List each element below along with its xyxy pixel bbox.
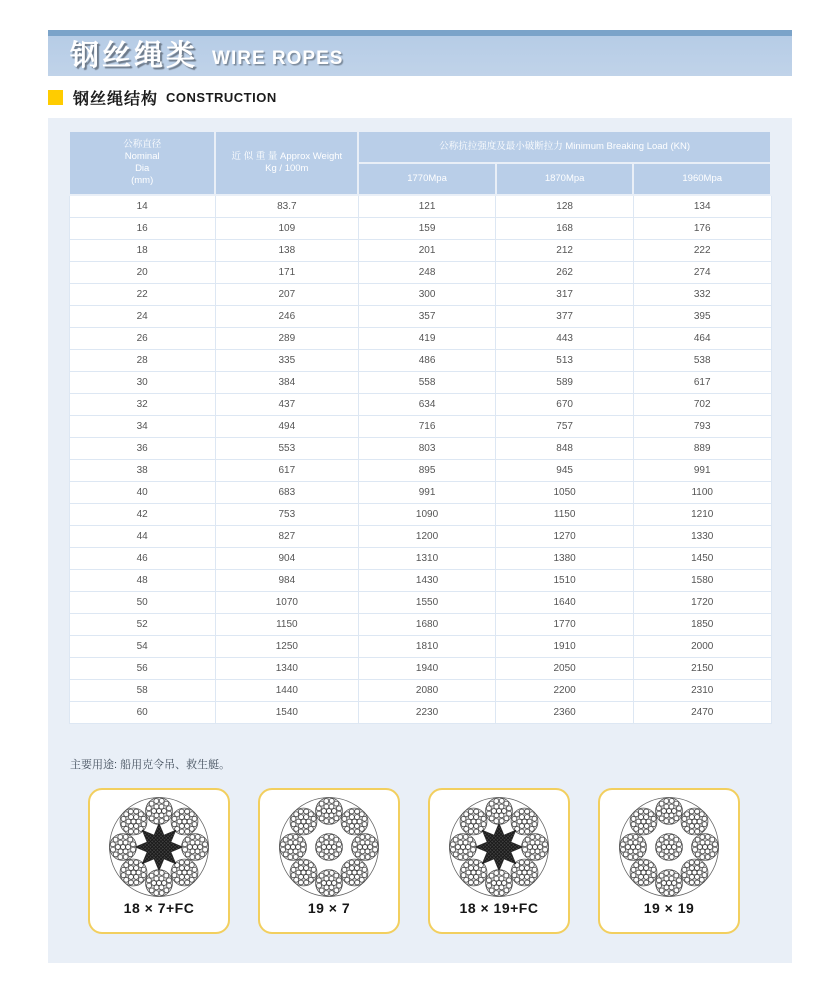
table-cell: 2310 [633,680,771,702]
table-cell: 201 [358,240,496,262]
table-cell: 109 [215,218,358,240]
table-cell: 945 [496,460,634,482]
table-cell: 683 [215,482,358,504]
table-cell: 207 [215,284,358,306]
table-cell: 513 [496,350,634,372]
table-cell: 60 [69,702,215,724]
table-cell: 2360 [496,702,634,724]
table-cell: 757 [496,416,634,438]
table-cell: 56 [69,658,215,680]
table-cell: 1330 [633,526,771,548]
header-line: 公称直径 [123,139,162,150]
table-cell: 20 [69,262,215,284]
table-cell: 848 [496,438,634,460]
table-cell: 34 [69,416,215,438]
content-panel [48,118,792,963]
table-cell: 28 [69,350,215,372]
table-cell: 1250 [215,636,358,658]
table-cell: 991 [358,482,496,504]
table-cell: 42 [69,504,215,526]
table-cell: 1770 [496,614,634,636]
table-cell: 1090 [358,504,496,526]
table-cell: 48 [69,570,215,592]
construction-cards [88,788,740,934]
section-heading [48,86,277,109]
table-cell: 248 [358,262,496,284]
table-cell: 1510 [496,570,634,592]
header-line: (mm) [131,175,154,186]
table-cell: 246 [215,306,358,328]
table-cell: 121 [358,195,496,218]
table-cell: 54 [69,636,215,658]
table-cell: 1940 [358,658,496,680]
table-cell: 2200 [496,680,634,702]
table-cell: 24 [69,306,215,328]
table-row [69,218,771,240]
table-cell: 558 [358,372,496,394]
table-row [69,570,771,592]
rope-card [88,788,230,934]
table-cell: 134 [633,195,771,218]
table-cell: 52 [69,614,215,636]
table-cell: 83.7 [215,195,358,218]
table-row [69,702,771,724]
table-cell: 58 [69,680,215,702]
table-row [69,262,771,284]
table-cell: 1430 [358,570,496,592]
rope-construction-label: 19 × 19 [643,900,695,916]
section-title-en: CONSTRUCTION [166,90,277,105]
table-row [69,372,771,394]
table-cell: 895 [358,460,496,482]
table-cell: 803 [358,438,496,460]
table-cell: 753 [215,504,358,526]
table-body [69,195,771,724]
table-cell: 617 [633,372,771,394]
table-cell: 16 [69,218,215,240]
table-cell: 1150 [496,504,634,526]
table-cell: 262 [496,262,634,284]
table-cell: 332 [633,284,771,306]
table-row [69,548,771,570]
header-line: Dia [135,163,150,174]
table-cell: 589 [496,372,634,394]
table-cell: 1270 [496,526,634,548]
header-grade-1770: 1770Mpa [358,163,496,195]
table-cell: 793 [633,416,771,438]
table-cell: 2470 [633,702,771,724]
table-row [69,636,771,658]
table-cell: 1540 [215,702,358,724]
header-line: Nominal [124,151,160,162]
table-cell: 1440 [215,680,358,702]
header-line: Kg / 100m [265,163,309,174]
header-grade-1960: 1960Mpa [633,163,771,195]
table-cell: 32 [69,394,215,416]
rope-construction-label: 18 × 7+FC [123,900,195,916]
table-cell: 1380 [496,548,634,570]
rope-cross-section-fiber-core [445,796,553,898]
table-cell: 335 [215,350,358,372]
header-grade-1870: 1870Mpa [496,163,634,195]
table-cell: 50 [69,592,215,614]
table-cell: 212 [496,240,634,262]
table-cell: 1580 [633,570,771,592]
table-cell: 1340 [215,658,358,680]
table-row [69,416,771,438]
wire-rope-spec-table [68,130,772,724]
table-row [69,460,771,482]
table-cell: 2150 [633,658,771,680]
table-cell: 419 [358,328,496,350]
table-row [69,284,771,306]
rope-cross-section-fiber-core [105,796,213,898]
table-cell: 904 [215,548,358,570]
rope-card [428,788,570,934]
table-cell: 2000 [633,636,771,658]
table-cell: 159 [358,218,496,240]
table-cell: 168 [496,218,634,240]
table-cell: 1310 [358,548,496,570]
table-cell: 38 [69,460,215,482]
rope-construction-label: 19 × 7 [307,900,351,916]
table-cell: 1100 [633,482,771,504]
table-cell: 395 [633,306,771,328]
table-cell: 171 [215,262,358,284]
table-cell: 443 [496,328,634,350]
table-cell: 300 [358,284,496,306]
table-cell: 991 [633,460,771,482]
table-cell: 1810 [358,636,496,658]
table-cell: 26 [69,328,215,350]
header-approx-weight [215,131,358,195]
header-line: 近 似 重 量 Approx Weight [231,151,343,162]
table-cell: 617 [215,460,358,482]
table-cell: 1200 [358,526,496,548]
table-cell: 486 [358,350,496,372]
table-cell: 1910 [496,636,634,658]
table-cell: 2080 [358,680,496,702]
table-cell: 1050 [496,482,634,504]
table-row [69,658,771,680]
table-cell: 18 [69,240,215,262]
table-row [69,526,771,548]
table-cell: 464 [633,328,771,350]
table-cell: 36 [69,438,215,460]
rope-cross-section-steel-core [275,796,383,898]
table-cell: 274 [633,262,771,284]
table-cell: 14 [69,195,215,218]
rope-card [258,788,400,934]
table-cell: 634 [358,394,496,416]
table-cell: 1150 [215,614,358,636]
header-breaking-load: 公称抗拉强度及最小破断拉力 Minimum Breaking Load (KN) [358,131,771,163]
table-cell: 716 [358,416,496,438]
header-nominal-dia [69,131,215,195]
rope-cross-section-steel-core [615,796,723,898]
table-cell: 40 [69,482,215,504]
table-row [69,482,771,504]
table-cell: 437 [215,394,358,416]
table-row [69,195,771,218]
table-cell: 22 [69,284,215,306]
table-cell: 2230 [358,702,496,724]
table-cell: 138 [215,240,358,262]
table-cell: 1210 [633,504,771,526]
banner-title-zh: 钢丝绳类 [70,39,199,72]
rope-construction-label: 18 × 19+FC [459,900,539,916]
table-row [69,438,771,460]
table-cell: 1550 [358,592,496,614]
table-row [69,328,771,350]
table-cell: 357 [358,306,496,328]
table-cell: 1450 [633,548,771,570]
table-cell: 128 [496,195,634,218]
table-cell: 1640 [496,592,634,614]
table-cell: 702 [633,394,771,416]
table-cell: 46 [69,548,215,570]
table-row [69,350,771,372]
table-cell: 494 [215,416,358,438]
table-row [69,614,771,636]
table-header [69,131,771,195]
table-cell: 670 [496,394,634,416]
table-cell: 538 [633,350,771,372]
table-row [69,680,771,702]
table-cell: 553 [215,438,358,460]
table-cell: 44 [69,526,215,548]
yellow-square-bullet-icon [48,90,63,105]
table-cell: 2050 [496,658,634,680]
table-cell: 30 [69,372,215,394]
table-cell: 317 [496,284,634,306]
table-row [69,394,771,416]
rope-card [598,788,740,934]
table-cell: 176 [633,218,771,240]
banner-title-en: WIRE ROPES [212,48,344,69]
table-cell: 289 [215,328,358,350]
table-cell: 889 [633,438,771,460]
section-title-zh: 钢丝绳结构 [73,91,159,108]
table-row [69,504,771,526]
table-cell: 1720 [633,592,771,614]
table-row [69,240,771,262]
page-banner [48,30,792,76]
table-cell: 384 [215,372,358,394]
table-cell: 984 [215,570,358,592]
table-cell: 827 [215,526,358,548]
main-uses-note: 主要用途: 船用克令吊、救生艇。 [70,759,231,771]
table-row [69,306,771,328]
table-cell: 1850 [633,614,771,636]
table-row [69,592,771,614]
table-cell: 377 [496,306,634,328]
table-cell: 1070 [215,592,358,614]
table-cell: 222 [633,240,771,262]
table-cell: 1680 [358,614,496,636]
